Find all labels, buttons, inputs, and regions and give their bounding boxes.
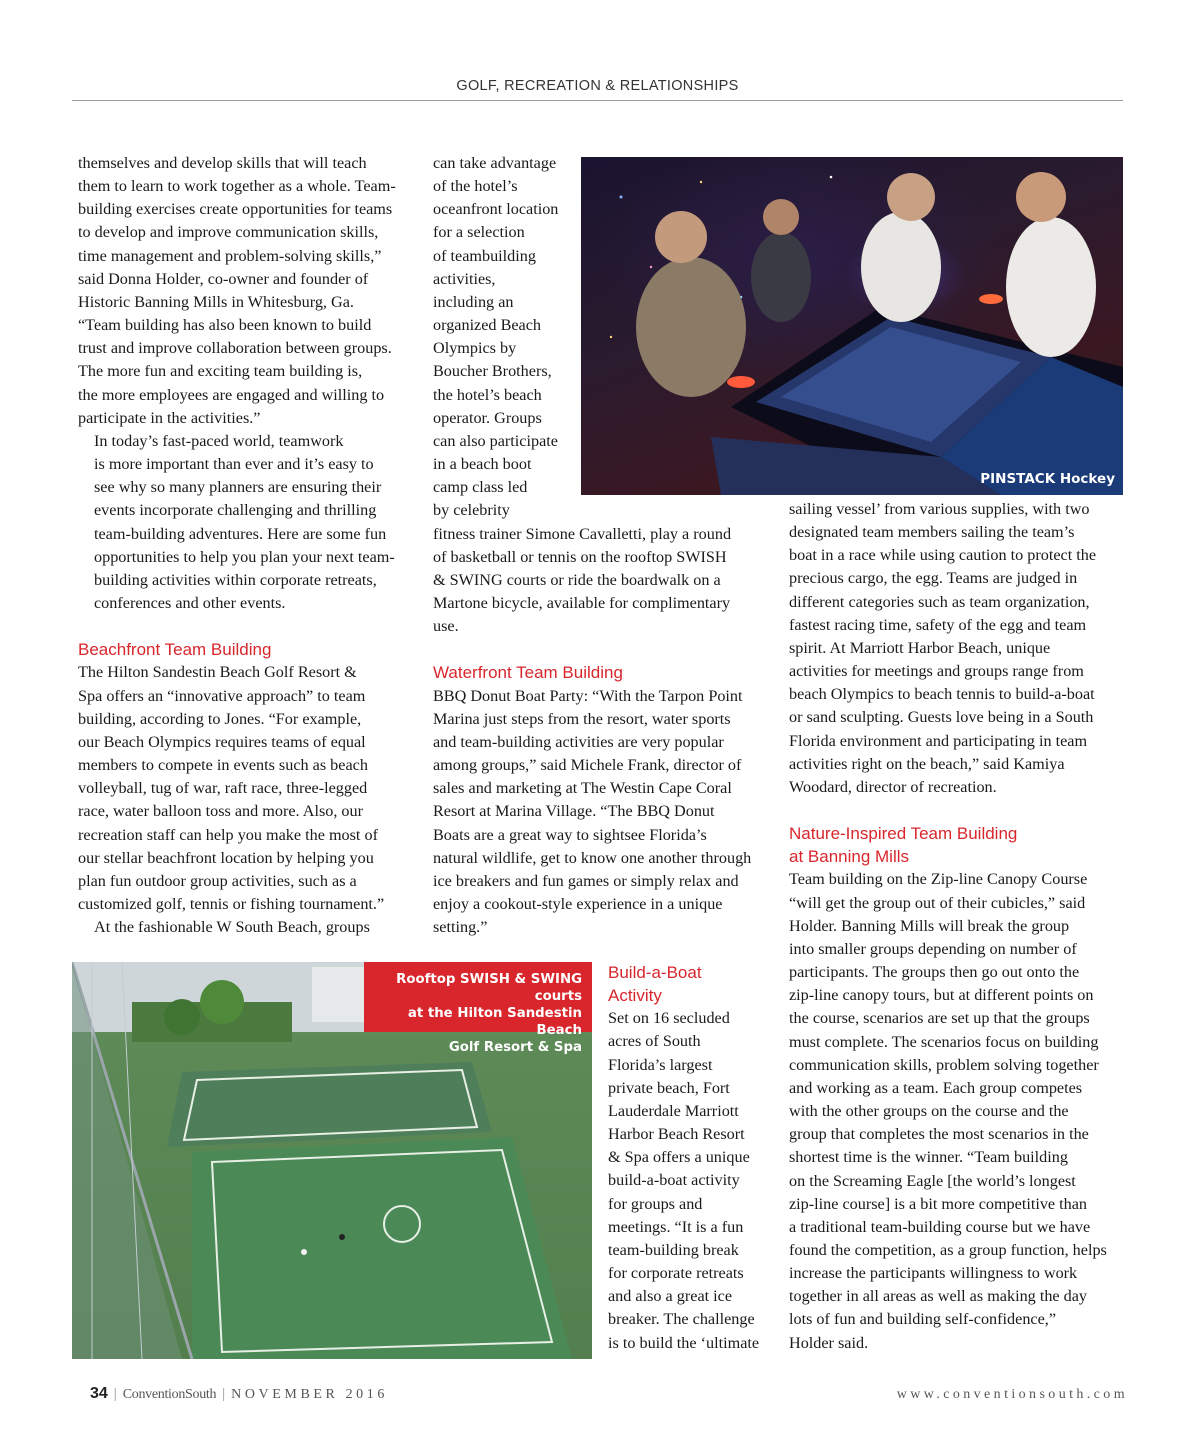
photo-caption-pinstack: PINSTACK Hockey	[980, 471, 1115, 487]
text-line: Boucher Brothers,	[433, 362, 552, 381]
text-line: in a beach boot	[433, 455, 532, 474]
text-line: group that completes the most scenarios in the	[789, 1125, 1089, 1144]
text-line: opportunities to help you plan your next team-	[94, 547, 395, 566]
text-line: with the other groups on the course and the	[789, 1102, 1069, 1121]
issue-date: NOVEMBER 2016	[231, 1387, 388, 1402]
text-line: Harbor Beach Resort	[608, 1125, 745, 1144]
text-line: is to build the ‘ultimate	[608, 1333, 760, 1352]
text-line: by celebrity	[433, 501, 510, 520]
text-line: Historic Banning Mills in Whitesburg, Ga.	[78, 292, 354, 311]
text-line: spirit. At Marriott Harbor Beach, unique	[789, 638, 1051, 657]
text-line: for a selection	[433, 223, 525, 242]
text-line: events incorporate challenging and thrilling	[94, 501, 377, 520]
text-line: and team-building activities are very popular	[433, 732, 724, 751]
text-line: together in all areas as well as making the day	[789, 1287, 1088, 1306]
text-line: The more fun and exciting team building is,	[78, 362, 363, 381]
text-line: Spa offers an “innovative approach” to team	[78, 686, 366, 705]
text-line: Florida environment and participating in team	[789, 731, 1088, 750]
heading-nature-inspired-1: Nature-Inspired Team Building	[789, 824, 1018, 844]
col1-paragraph-1	[78, 152, 396, 430]
heading-build-a-boat-1: Build-a-Boat	[608, 963, 702, 982]
text-line: trust and improve collaboration between groups.	[78, 339, 392, 358]
text-line: for corporate retreats	[608, 1264, 744, 1283]
text-line: building exercises create opportunities for teams	[78, 200, 393, 219]
text-line: activities,	[433, 269, 496, 288]
text-line: building, according to Jones. “For example,	[78, 709, 362, 728]
text-line: including an	[433, 292, 514, 311]
text-line: building activities within corporate retreats,	[94, 570, 377, 589]
heading-nature-inspired-2: at Banning Mills	[789, 847, 910, 867]
text-line: camp class led	[433, 478, 528, 497]
text-line: Lauderdale Marriott	[608, 1101, 739, 1120]
text-line: of teambuilding	[433, 246, 536, 265]
text-line: sailing vessel’ from various supplies, with two	[789, 500, 1090, 518]
text-line: precious cargo, the egg. Teams are judged in	[789, 569, 1078, 588]
text-line: among groups,” said Michele Frank, director of	[433, 756, 742, 775]
text-line: themselves and develop skills that will teach	[78, 154, 367, 172]
text-line: setting.”	[433, 918, 488, 937]
col3-paragraph-2	[789, 868, 1107, 1354]
heading-beachfront: Beachfront Team Building	[78, 640, 272, 660]
magazine-name: ConventionSouth	[122, 1387, 217, 1402]
text-line: activities for meetings and groups range from	[789, 662, 1084, 681]
text-line: private beach, Fort	[608, 1078, 730, 1097]
col2b-paragraph	[608, 1007, 759, 1354]
text-line: our Beach Olympics requires teams of equal	[78, 732, 366, 751]
col2-wide-text	[433, 523, 751, 639]
text-line: the hotel’s beach	[433, 385, 542, 404]
col1-paragraph-2	[78, 430, 396, 615]
text-line: zip-line canopy tours, but at different points on	[789, 986, 1094, 1005]
text-line: activities right on the beach,” said Kamiya	[789, 754, 1065, 773]
text-line: shortest time is the winner. “Team building	[789, 1148, 1068, 1167]
text-line: organized Beach	[433, 316, 542, 335]
text-line: BBQ Donut Boat Party: “With the Tarpon Point	[433, 686, 743, 705]
text-line: can take advantage	[433, 154, 557, 172]
text-line: “Team building has also been known to build	[78, 316, 372, 335]
text-line: Boats are a great way to sightsee Florida’s	[433, 825, 707, 844]
text-line: can also participate	[433, 431, 558, 450]
text-line: for groups and	[608, 1194, 703, 1213]
text-line: participants. The groups then go out onto the	[789, 963, 1080, 982]
col3-paragraph-1	[789, 498, 1107, 799]
text-line: zip-line course] is a bit more competitive than	[789, 1194, 1088, 1213]
text-line: use.	[433, 617, 459, 636]
text-line: on the Screaming Eagle [the world’s longest	[789, 1171, 1076, 1190]
text-line: is more important than ever and it’s easy to	[94, 455, 374, 474]
text-line: In today’s fast-paced world, teamwork	[94, 431, 344, 450]
text-line: said Donna Holder, co-owner and founder of	[78, 269, 369, 288]
text-line: our stellar beachfront location by helping you	[78, 848, 374, 867]
text-line: the course, scenarios are set up that the groups	[789, 1009, 1090, 1028]
text-line: breaker. The challenge	[608, 1310, 755, 1329]
text-line: team-building adventures. Here are some fun	[94, 524, 387, 543]
text-line: team-building break	[608, 1240, 739, 1259]
text-line: see why so many planners are ensuring their	[94, 478, 382, 497]
text-line: Florida’s largest	[608, 1055, 713, 1074]
text-line: acres of South	[608, 1032, 701, 1051]
text-line: Resort at Marina Village. “The BBQ Donut	[433, 802, 715, 821]
photo-caption-rooftop: Rooftop SWISH & SWING courts at the Hilton Sandestin Beach Golf Resort & Spa	[364, 962, 592, 1032]
text-line: operator. Groups	[433, 408, 542, 427]
text-line: meetings. “It is a fun	[608, 1217, 744, 1236]
text-line: lots of fun and building self-confidence,”	[789, 1310, 1057, 1329]
text-line: members to compete in events such as beach	[78, 756, 368, 775]
text-line: The Hilton Sandestin Beach Golf Resort &	[78, 663, 357, 682]
text-line: the more employees are engaged and willing to	[78, 385, 385, 404]
column-3	[789, 498, 1107, 1355]
footer-website: www.conventionsouth.com	[896, 1387, 1128, 1402]
page-number: 34	[90, 1385, 108, 1402]
text-line: found the competition, as a group function, helps	[789, 1240, 1107, 1259]
text-line: recreation staff can help you make the most of	[78, 825, 378, 844]
running-header: GOLF, RECREATION & RELATIONSHIPS	[72, 78, 1123, 101]
text-line: increase the participants willingness to work	[789, 1264, 1078, 1283]
text-line: a traditional team-building course but we have	[789, 1217, 1091, 1236]
text-line: into smaller groups depending on number of	[789, 939, 1077, 958]
text-line: designated team members sailing the team’s	[789, 523, 1075, 542]
text-line: of the hotel’s	[433, 177, 518, 196]
text-line: Set on 16 secluded	[608, 1009, 730, 1028]
text-line: Olympics by	[433, 339, 517, 358]
photo-rooftop-courts	[72, 962, 592, 1359]
text-line: Martone bicycle, available for complimentary	[433, 593, 731, 612]
text-line: Marina just steps from the resort, water sports	[433, 709, 731, 728]
text-line: beach Olympics to beach tennis to build-a-boat	[789, 685, 1095, 704]
text-line: & Spa offers a unique	[608, 1148, 750, 1167]
text-line: and also a great ice	[608, 1287, 733, 1306]
text-line: Woodard, director of recreation.	[789, 777, 997, 796]
air-hockey-scene-illustration	[581, 157, 1123, 495]
footer-left: 34 | ConventionSouth | NOVEMBER 2016	[90, 1385, 388, 1402]
text-line: participate in the activities.”	[78, 408, 261, 427]
text-line: ice breakers and fun games or simply relax and	[433, 871, 739, 890]
text-line: Team building on the Zip-line Canopy Course	[789, 870, 1088, 889]
text-line: oceanfront location	[433, 200, 559, 219]
col1-paragraph-4	[78, 916, 396, 939]
photo-pinstack-hockey	[581, 157, 1123, 495]
text-line: & SWING courts or ride the boardwalk on a	[433, 570, 721, 589]
text-line: volleyball, tug of war, raft race, three-legged	[78, 779, 368, 798]
text-line: conferences and other events.	[94, 593, 286, 612]
column-1	[78, 152, 396, 939]
text-line: natural wildlife, get to know one another through	[433, 848, 752, 867]
text-line: Holder. Banning Mills will break the group	[789, 916, 1070, 935]
text-line: different categories such as team organization,	[789, 592, 1090, 611]
text-line: boat in a race while using caution to protect the	[789, 546, 1097, 565]
heading-build-a-boat-2: Activity	[608, 986, 662, 1006]
col2-paragraph-2	[433, 685, 751, 940]
text-line: of basketball or tennis on the rooftop SWISH	[433, 547, 727, 566]
text-line: Holder said.	[789, 1333, 869, 1352]
text-line: them to learn to work together as a whole. Team-	[78, 177, 396, 196]
text-line: fastest racing time, safety of the egg and team	[789, 615, 1087, 634]
text-line: At the fashionable W South Beach, groups	[94, 918, 370, 937]
col1-paragraph-3	[78, 661, 396, 916]
text-line: must complete. The scenarios focus on building	[789, 1032, 1099, 1051]
text-line: to develop and improve communication skills,	[78, 223, 379, 242]
heading-waterfront: Waterfront Team Building	[433, 663, 623, 683]
text-line: and working as a team. Each group competes	[789, 1078, 1083, 1097]
text-line: race, water balloon toss and more. Also, our	[78, 802, 364, 821]
text-line: “will get the group out of their cubicles,” said	[789, 893, 1086, 912]
text-line: time management and problem-solving skills,”	[78, 246, 382, 265]
text-line: enjoy a cookout-style experience in a unique	[433, 894, 723, 913]
text-line: or sand sculpting. Guests love being in a South	[789, 708, 1094, 727]
text-line: fitness trainer Simone Cavalletti, play a round	[433, 524, 732, 543]
column-2b	[608, 961, 759, 1355]
text-line: plan fun outdoor group activities, such as a	[78, 871, 357, 890]
text-line: build-a-boat activity	[608, 1171, 740, 1190]
text-line: communication skills, problem solving together	[789, 1055, 1099, 1074]
text-line: customized golf, tennis or fishing tournament.”	[78, 894, 385, 913]
text-line: sales and marketing at The Westin Cape Coral	[433, 779, 732, 798]
